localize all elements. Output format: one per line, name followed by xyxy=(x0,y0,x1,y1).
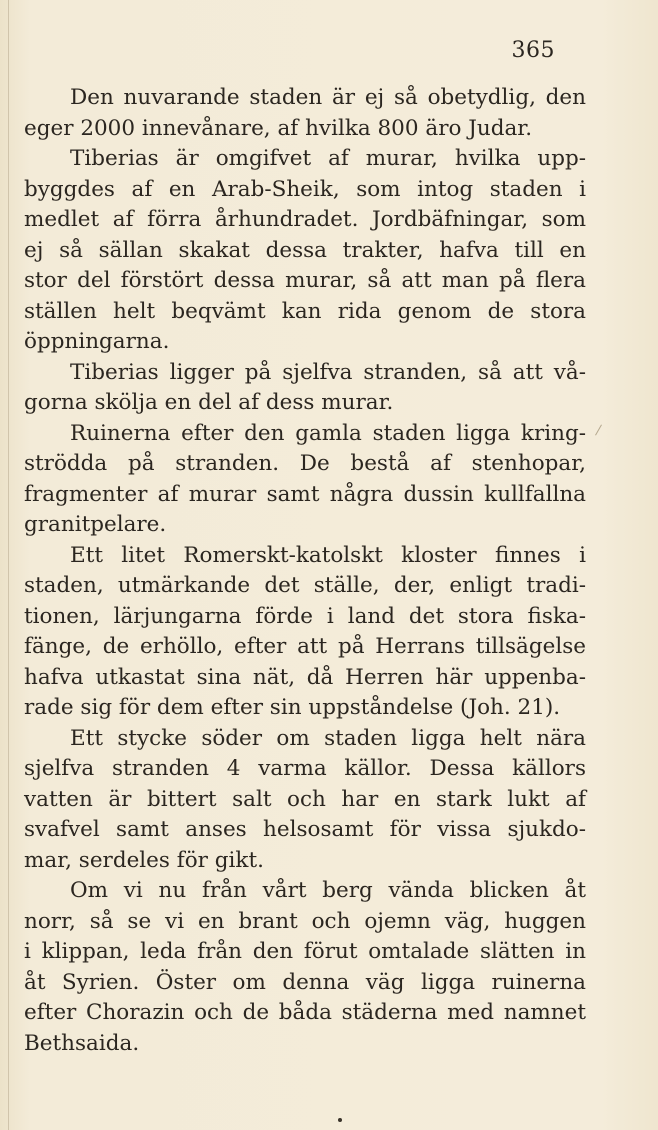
text-line: byggdes af en Arab-Sheik, som intog staden i xyxy=(24,176,586,202)
text-line: strödda på stranden. De bestå af stenhopar, xyxy=(24,451,586,476)
page-gutter xyxy=(8,0,9,1130)
text-line: stor del förstört dessa murar, så att man på flera xyxy=(24,268,586,293)
signature-mark xyxy=(338,1118,342,1122)
text-line: gorna skölja en del af dess murar. xyxy=(24,390,394,415)
text-line: Bethsaida. xyxy=(24,1030,140,1056)
text-line: svafvel samt anses helsosamt för vissa sjukdo- xyxy=(24,817,586,842)
text-line: ej så sällan skakat dessa trakter, hafva till en xyxy=(24,237,586,263)
text-line: mar, serdeles för gikt. xyxy=(24,847,264,873)
text-line: åt Syrien. Öster om denna väg ligga ruinerna xyxy=(24,969,586,995)
text-line: hafva utkastat sina nät, då Herren här uppenba- xyxy=(24,664,586,690)
text-line: fragmenter af murar samt några dussin kullfallna xyxy=(24,481,586,507)
stray-mark xyxy=(595,425,602,436)
text-line: i klippan, leda från den förut omtalade slätten in xyxy=(24,939,586,964)
text-line: vatten är bittert salt och har en stark lukt af xyxy=(24,786,586,812)
text-line: Ett litet Romerskt-katolskt kloster finnes i xyxy=(70,542,586,568)
text-line: granitpelare. xyxy=(24,512,167,537)
text-line: öppningarna. xyxy=(24,329,170,354)
text-line: eger 2000 innevånare, af hvilka 800 äro Judar. xyxy=(24,115,533,141)
text-line: medlet af förra århundradet. Jordbäfningar, som xyxy=(24,207,586,232)
text-line: Den nuvarande staden är ej så obetydlig, den xyxy=(70,85,586,110)
text-line: Tiberias är omgifvet af murar, hvilka upp- xyxy=(70,146,586,171)
text-line: Ett stycke söder om staden ligga helt nära xyxy=(70,725,586,751)
text-line: Ruinerna efter den gamla staden ligga kring- xyxy=(70,420,586,446)
text-line: Tiberias ligger på sjelfva stranden, så att vå- xyxy=(70,359,586,385)
text-line: efter Chorazin och de båda städerna med namnet xyxy=(24,1000,586,1025)
text-line: tionen, lärjungarna förde i land det stora fiska- xyxy=(24,603,586,629)
page-number: 365 xyxy=(511,38,555,63)
text-line: ställen helt beqvämt kan rida genom de stora xyxy=(24,298,586,324)
text-line: norr, så se vi en brant och ojemn väg, huggen xyxy=(24,908,586,934)
text-line: sjelfva stranden 4 varma källor. Dessa källors xyxy=(24,756,586,781)
text-line: fänge, de erhöllo, efter att på Herrans tillsägelse xyxy=(24,634,586,659)
text-line: Om vi nu från vårt berg vända blicken åt xyxy=(70,878,586,903)
text-line: staden, utmärkande det ställe, der, enligt tradi- xyxy=(24,573,586,598)
body-text xyxy=(24,83,586,1059)
text-line: rade sig för dem efter sin uppståndelse (Joh. 21). xyxy=(24,695,561,720)
